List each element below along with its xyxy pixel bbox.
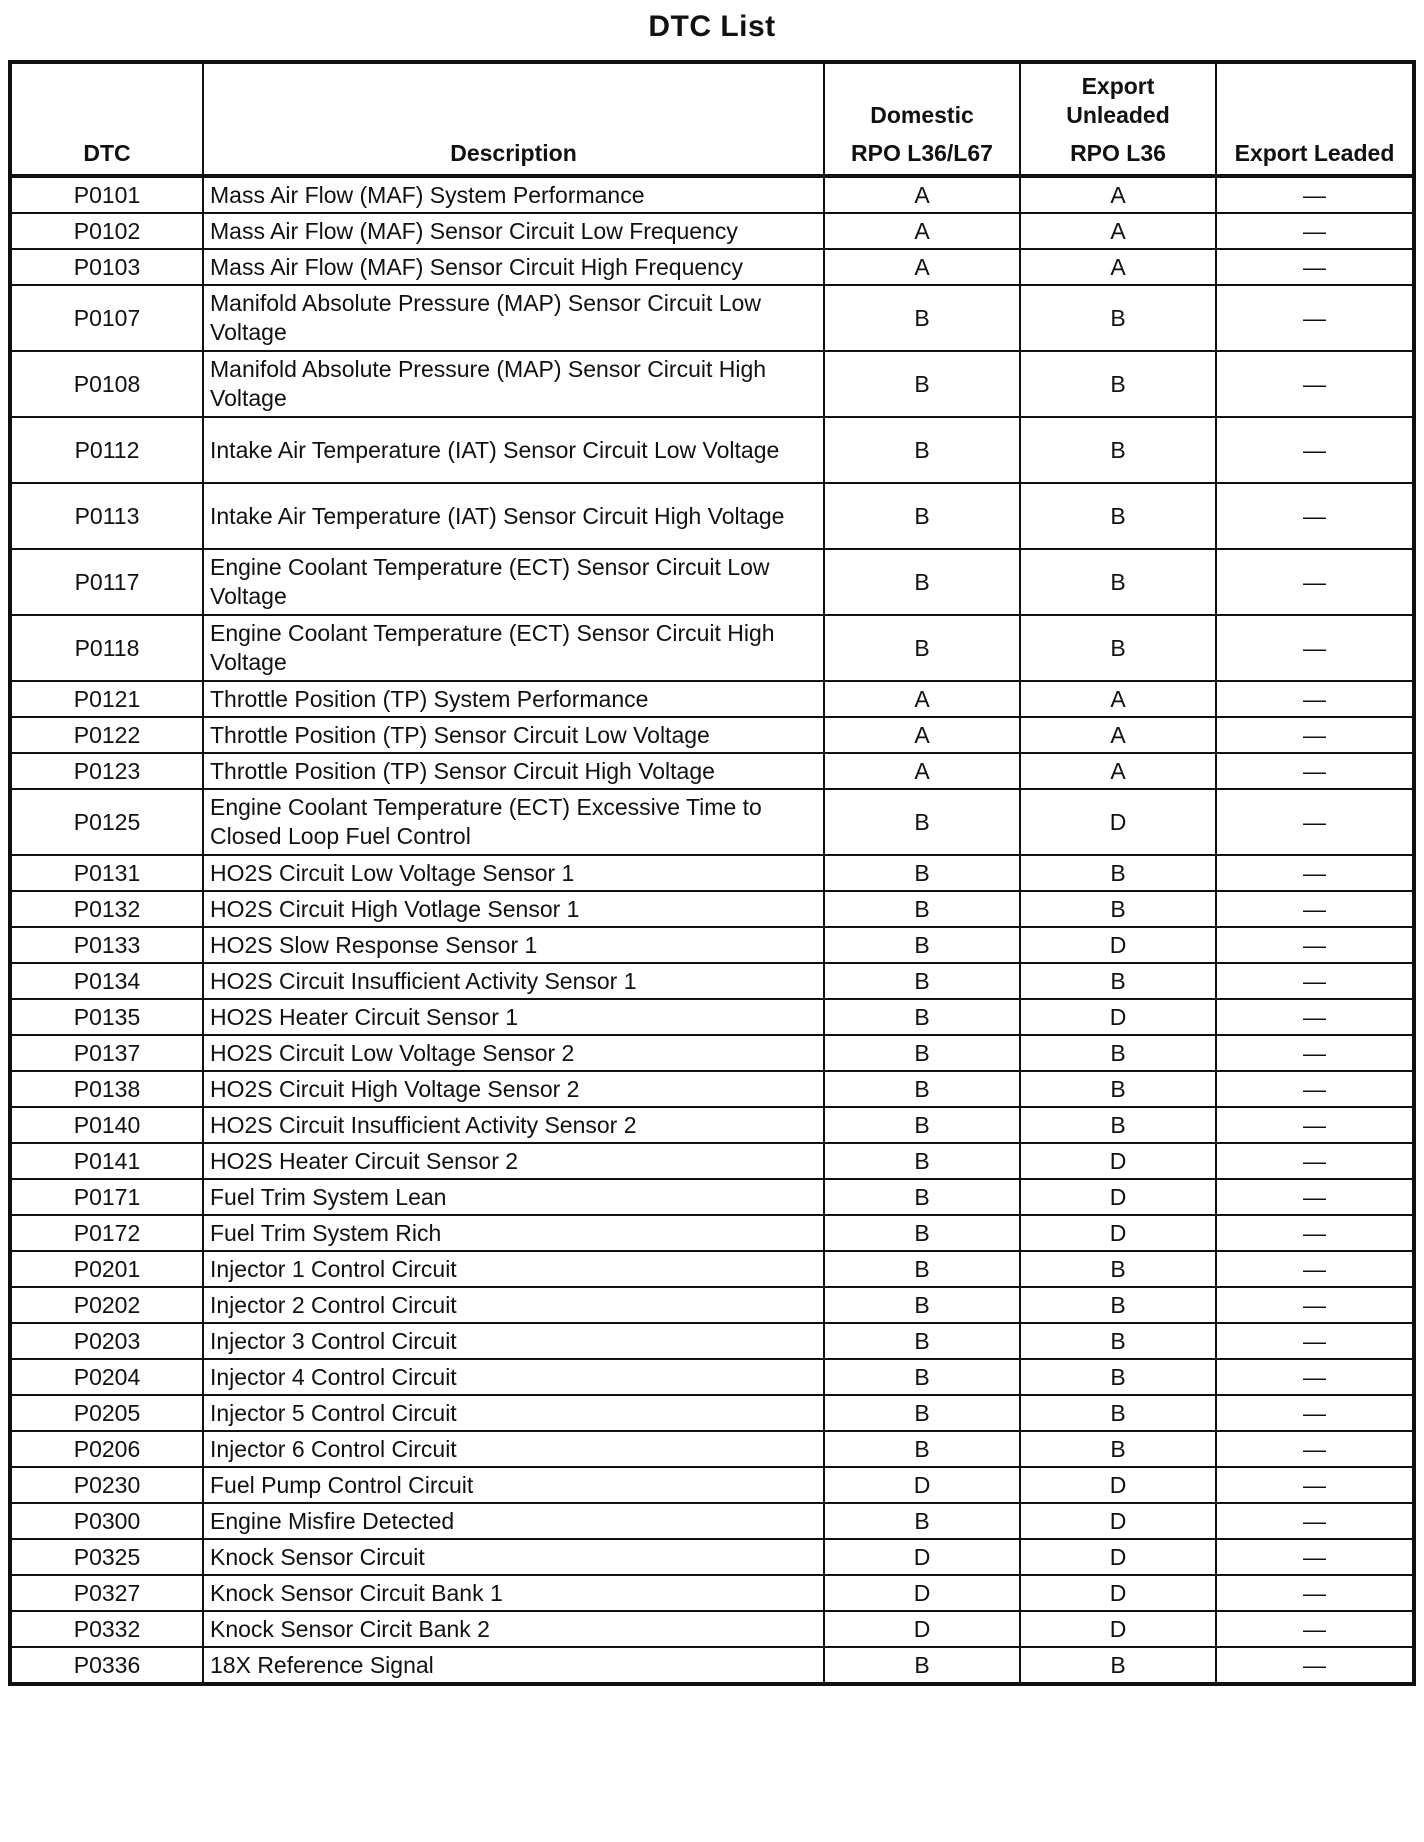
domestic-type: B xyxy=(824,891,1020,927)
export-unleaded-type: B xyxy=(1020,615,1216,681)
dtc-code: P0137 xyxy=(10,1035,203,1071)
export-leaded-type: — xyxy=(1216,213,1414,249)
domestic-type: B xyxy=(824,1179,1020,1215)
dtc-code: P0132 xyxy=(10,891,203,927)
export-unleaded-type: A xyxy=(1020,176,1216,213)
dtc-code: P0107 xyxy=(10,285,203,351)
export-leaded-type: — xyxy=(1216,417,1414,483)
header-description-label: Description xyxy=(450,140,577,166)
dtc-description: HO2S Heater Circuit Sensor 1 xyxy=(203,999,824,1035)
table-row xyxy=(10,1503,1414,1539)
dtc-description: Throttle Position (TP) System Performance xyxy=(203,681,824,717)
dtc-description: Engine Coolant Temperature (ECT) Sensor Circuit Low Voltage xyxy=(203,549,824,615)
export-leaded-type: — xyxy=(1216,1287,1414,1323)
domestic-type: A xyxy=(824,213,1020,249)
table-row xyxy=(10,1359,1414,1395)
dtc-code: P0113 xyxy=(10,483,203,549)
dtc-code: P0117 xyxy=(10,549,203,615)
dtc-code: P0125 xyxy=(10,789,203,855)
table-row xyxy=(10,1179,1414,1215)
dtc-description: HO2S Heater Circuit Sensor 2 xyxy=(203,1143,824,1179)
domestic-type: B xyxy=(824,927,1020,963)
export-leaded-type: — xyxy=(1216,1251,1414,1287)
export-unleaded-type: A xyxy=(1020,681,1216,717)
export-unleaded-type: D xyxy=(1020,1575,1216,1611)
dtc-description: Engine Misfire Detected xyxy=(203,1503,824,1539)
export-unleaded-type: D xyxy=(1020,1143,1216,1179)
export-leaded-type: — xyxy=(1216,1575,1414,1611)
domestic-type: B xyxy=(824,999,1020,1035)
dtc-code: P0300 xyxy=(10,1503,203,1539)
domestic-type: A xyxy=(824,753,1020,789)
export-leaded-type: — xyxy=(1216,1611,1414,1647)
header-domestic-line2: RPO L36/L67 xyxy=(851,140,993,166)
domestic-type: B xyxy=(824,1107,1020,1143)
dtc-code: P0103 xyxy=(10,249,203,285)
export-unleaded-type: A xyxy=(1020,717,1216,753)
table-body xyxy=(10,176,1414,1684)
dtc-description: HO2S Circuit Low Voltage Sensor 2 xyxy=(203,1035,824,1071)
domestic-type: B xyxy=(824,1035,1020,1071)
export-unleaded-type: B xyxy=(1020,417,1216,483)
dtc-code: P0230 xyxy=(10,1467,203,1503)
table-row xyxy=(10,717,1414,753)
export-leaded-type: — xyxy=(1216,963,1414,999)
header-domestic-line1: Domestic xyxy=(870,102,974,128)
dtc-description: Fuel Trim System Lean xyxy=(203,1179,824,1215)
table-row xyxy=(10,789,1414,855)
dtc-description: Injector 4 Control Circuit xyxy=(203,1359,824,1395)
export-leaded-type: — xyxy=(1216,351,1414,417)
table-row xyxy=(10,1431,1414,1467)
dtc-description: Injector 2 Control Circuit xyxy=(203,1287,824,1323)
dtc-description: 18X Reference Signal xyxy=(203,1647,824,1684)
domestic-type: A xyxy=(824,249,1020,285)
export-unleaded-type: B xyxy=(1020,1359,1216,1395)
export-leaded-type: — xyxy=(1216,549,1414,615)
domestic-type: B xyxy=(824,1215,1020,1251)
export-unleaded-type: B xyxy=(1020,963,1216,999)
export-leaded-type: — xyxy=(1216,176,1414,213)
table-row xyxy=(10,1647,1414,1684)
dtc-code: P0325 xyxy=(10,1539,203,1575)
dtc-code: P0202 xyxy=(10,1287,203,1323)
export-leaded-type: — xyxy=(1216,1539,1414,1575)
export-leaded-type: — xyxy=(1216,1323,1414,1359)
table-row xyxy=(10,1143,1414,1179)
export-unleaded-type: D xyxy=(1020,927,1216,963)
header-export-unleaded-line3: RPO L36 xyxy=(1070,140,1166,166)
dtc-code: P0135 xyxy=(10,999,203,1035)
export-leaded-type: — xyxy=(1216,1431,1414,1467)
dtc-description: Throttle Position (TP) Sensor Circuit Low Voltage xyxy=(203,717,824,753)
dtc-description: Knock Sensor Circuit Bank 1 xyxy=(203,1575,824,1611)
table-row xyxy=(10,753,1414,789)
table-row xyxy=(10,1395,1414,1431)
export-unleaded-type: B xyxy=(1020,855,1216,891)
export-unleaded-type: B xyxy=(1020,1035,1216,1071)
dtc-code: P0108 xyxy=(10,351,203,417)
domestic-type: D xyxy=(824,1611,1020,1647)
table-row xyxy=(10,1611,1414,1647)
header-dtc-label: DTC xyxy=(83,140,131,166)
table-row xyxy=(10,417,1414,483)
dtc-table xyxy=(8,60,1416,1686)
export-leaded-type: — xyxy=(1216,753,1414,789)
export-leaded-type: — xyxy=(1216,927,1414,963)
header-description xyxy=(203,62,824,176)
export-unleaded-type: D xyxy=(1020,1611,1216,1647)
table-row xyxy=(10,1575,1414,1611)
export-leaded-type: — xyxy=(1216,483,1414,549)
dtc-code: P0327 xyxy=(10,1575,203,1611)
header-export-leaded-label: Export Leaded xyxy=(1234,140,1395,166)
header-export-leaded xyxy=(1216,62,1414,176)
export-unleaded-type: D xyxy=(1020,1539,1216,1575)
table-row xyxy=(10,1215,1414,1251)
dtc-description: HO2S Circuit Insufficient Activity Sensor 1 xyxy=(203,963,824,999)
export-leaded-type: — xyxy=(1216,1215,1414,1251)
domestic-type: A xyxy=(824,176,1020,213)
dtc-description: Engine Coolant Temperature (ECT) Excessive Time to Closed Loop Fuel Control xyxy=(203,789,824,855)
dtc-code: P0133 xyxy=(10,927,203,963)
dtc-description: HO2S Slow Response Sensor 1 xyxy=(203,927,824,963)
export-leaded-type: — xyxy=(1216,717,1414,753)
dtc-code: P0205 xyxy=(10,1395,203,1431)
table-row xyxy=(10,1035,1414,1071)
dtc-description: Knock Sensor Circuit xyxy=(203,1539,824,1575)
dtc-description: HO2S Circuit High Voltage Sensor 2 xyxy=(203,1071,824,1107)
dtc-description: Manifold Absolute Pressure (MAP) Sensor Circuit Low Voltage xyxy=(203,285,824,351)
table-row xyxy=(10,1251,1414,1287)
export-leaded-type: — xyxy=(1216,1143,1414,1179)
dtc-description: Engine Coolant Temperature (ECT) Sensor Circuit High Voltage xyxy=(203,615,824,681)
export-leaded-type: — xyxy=(1216,1503,1414,1539)
export-unleaded-type: B xyxy=(1020,1071,1216,1107)
dtc-code: P0112 xyxy=(10,417,203,483)
table-row xyxy=(10,999,1414,1035)
table-row xyxy=(10,249,1414,285)
domestic-type: B xyxy=(824,351,1020,417)
dtc-description: Intake Air Temperature (IAT) Sensor Circuit Low Voltage xyxy=(203,417,824,483)
dtc-description: Mass Air Flow (MAF) Sensor Circuit Low Frequency xyxy=(203,213,824,249)
export-leaded-type: — xyxy=(1216,615,1414,681)
dtc-code: P0118 xyxy=(10,615,203,681)
dtc-description: Mass Air Flow (MAF) Sensor Circuit High Frequency xyxy=(203,249,824,285)
dtc-description: Injector 6 Control Circuit xyxy=(203,1431,824,1467)
export-unleaded-type: D xyxy=(1020,999,1216,1035)
dtc-description: Injector 3 Control Circuit xyxy=(203,1323,824,1359)
domestic-type: B xyxy=(824,963,1020,999)
dtc-code: P0206 xyxy=(10,1431,203,1467)
export-leaded-type: — xyxy=(1216,681,1414,717)
header-export-unleaded-line2: Unleaded xyxy=(1066,102,1170,128)
dtc-description: HO2S Circuit Low Voltage Sensor 1 xyxy=(203,855,824,891)
dtc-code: P0201 xyxy=(10,1251,203,1287)
dtc-code: P0171 xyxy=(10,1179,203,1215)
dtc-description: Throttle Position (TP) Sensor Circuit High Voltage xyxy=(203,753,824,789)
dtc-description: Fuel Trim System Rich xyxy=(203,1215,824,1251)
table-row xyxy=(10,963,1414,999)
dtc-code: P0141 xyxy=(10,1143,203,1179)
dtc-code: P0101 xyxy=(10,176,203,213)
export-unleaded-type: D xyxy=(1020,1215,1216,1251)
dtc-description: HO2S Circuit High Votlage Sensor 1 xyxy=(203,891,824,927)
export-unleaded-type: D xyxy=(1020,1179,1216,1215)
domestic-type: B xyxy=(824,549,1020,615)
domestic-type: B xyxy=(824,1395,1020,1431)
export-leaded-type: — xyxy=(1216,855,1414,891)
export-unleaded-type: D xyxy=(1020,1503,1216,1539)
export-unleaded-type: B xyxy=(1020,1251,1216,1287)
dtc-code: P0102 xyxy=(10,213,203,249)
export-leaded-type: — xyxy=(1216,1647,1414,1684)
dtc-code: P0134 xyxy=(10,963,203,999)
page-title: DTC List xyxy=(648,10,776,43)
dtc-code: P0138 xyxy=(10,1071,203,1107)
domestic-type: B xyxy=(824,1287,1020,1323)
dtc-description: Intake Air Temperature (IAT) Sensor Circuit High Voltage xyxy=(203,483,824,549)
table-row xyxy=(10,285,1414,351)
domestic-type: B xyxy=(824,1323,1020,1359)
domestic-type: A xyxy=(824,717,1020,753)
domestic-type: B xyxy=(824,855,1020,891)
dtc-description: HO2S Circuit Insufficient Activity Sensor 2 xyxy=(203,1107,824,1143)
dtc-description: Mass Air Flow (MAF) System Performance xyxy=(203,176,824,213)
table-row xyxy=(10,681,1414,717)
export-unleaded-type: A xyxy=(1020,213,1216,249)
export-unleaded-type: B xyxy=(1020,1431,1216,1467)
export-leaded-type: — xyxy=(1216,1359,1414,1395)
table-row xyxy=(10,1467,1414,1503)
table-header-row xyxy=(10,62,1414,176)
dtc-code: P0203 xyxy=(10,1323,203,1359)
export-unleaded-type: B xyxy=(1020,1323,1216,1359)
dtc-description: Fuel Pump Control Circuit xyxy=(203,1467,824,1503)
domestic-type: B xyxy=(824,285,1020,351)
export-leaded-type: — xyxy=(1216,1395,1414,1431)
table-row xyxy=(10,855,1414,891)
dtc-code: P0121 xyxy=(10,681,203,717)
dtc-description: Manifold Absolute Pressure (MAP) Sensor Circuit High Voltage xyxy=(203,351,824,417)
dtc-code: P0140 xyxy=(10,1107,203,1143)
export-leaded-type: — xyxy=(1216,1467,1414,1503)
table-row xyxy=(10,1071,1414,1107)
export-leaded-type: — xyxy=(1216,1035,1414,1071)
export-leaded-type: — xyxy=(1216,891,1414,927)
export-leaded-type: — xyxy=(1216,285,1414,351)
dtc-code: P0336 xyxy=(10,1647,203,1684)
table-row xyxy=(10,483,1414,549)
domestic-type: D xyxy=(824,1539,1020,1575)
domestic-type: B xyxy=(824,1251,1020,1287)
header-domestic xyxy=(824,62,1020,176)
table-row xyxy=(10,615,1414,681)
dtc-code: P0332 xyxy=(10,1611,203,1647)
table-row xyxy=(10,891,1414,927)
table-row xyxy=(10,1323,1414,1359)
header-export-unleaded xyxy=(1020,62,1216,176)
domestic-type: B xyxy=(824,1359,1020,1395)
table-row xyxy=(10,1287,1414,1323)
export-unleaded-type: B xyxy=(1020,285,1216,351)
domestic-type: D xyxy=(824,1575,1020,1611)
domestic-type: B xyxy=(824,483,1020,549)
export-unleaded-type: A xyxy=(1020,753,1216,789)
export-unleaded-type: A xyxy=(1020,249,1216,285)
dtc-code: P0204 xyxy=(10,1359,203,1395)
dtc-code: P0131 xyxy=(10,855,203,891)
export-leaded-type: — xyxy=(1216,1071,1414,1107)
table-row xyxy=(10,927,1414,963)
export-leaded-type: — xyxy=(1216,999,1414,1035)
domestic-type: D xyxy=(824,1467,1020,1503)
export-unleaded-type: B xyxy=(1020,549,1216,615)
table-row xyxy=(10,213,1414,249)
domestic-type: A xyxy=(824,681,1020,717)
domestic-type: B xyxy=(824,1431,1020,1467)
export-unleaded-type: D xyxy=(1020,1467,1216,1503)
domestic-type: B xyxy=(824,1647,1020,1684)
domestic-type: B xyxy=(824,1503,1020,1539)
dtc-code: P0172 xyxy=(10,1215,203,1251)
dtc-code: P0122 xyxy=(10,717,203,753)
domestic-type: B xyxy=(824,1071,1020,1107)
dtc-code: P0123 xyxy=(10,753,203,789)
export-leaded-type: — xyxy=(1216,1107,1414,1143)
domestic-type: B xyxy=(824,615,1020,681)
header-export-unleaded-line1: Export xyxy=(1081,73,1155,99)
dtc-description: Injector 5 Control Circuit xyxy=(203,1395,824,1431)
dtc-description: Injector 1 Control Circuit xyxy=(203,1251,824,1287)
export-leaded-type: — xyxy=(1216,789,1414,855)
export-unleaded-type: B xyxy=(1020,1647,1216,1684)
domestic-type: B xyxy=(824,789,1020,855)
export-unleaded-type: B xyxy=(1020,1395,1216,1431)
export-unleaded-type: B xyxy=(1020,1107,1216,1143)
domestic-type: B xyxy=(824,417,1020,483)
export-unleaded-type: B xyxy=(1020,891,1216,927)
domestic-type: B xyxy=(824,1143,1020,1179)
export-leaded-type: — xyxy=(1216,249,1414,285)
table-row xyxy=(10,351,1414,417)
header-dtc xyxy=(10,62,203,176)
dtc-description: Knock Sensor Circit Bank 2 xyxy=(203,1611,824,1647)
table-row xyxy=(10,176,1414,213)
export-leaded-type: — xyxy=(1216,1179,1414,1215)
export-unleaded-type: B xyxy=(1020,483,1216,549)
table-row xyxy=(10,1107,1414,1143)
export-unleaded-type: D xyxy=(1020,789,1216,855)
export-unleaded-type: B xyxy=(1020,1287,1216,1323)
export-unleaded-type: B xyxy=(1020,351,1216,417)
table-row xyxy=(10,1539,1414,1575)
table-row xyxy=(10,549,1414,615)
